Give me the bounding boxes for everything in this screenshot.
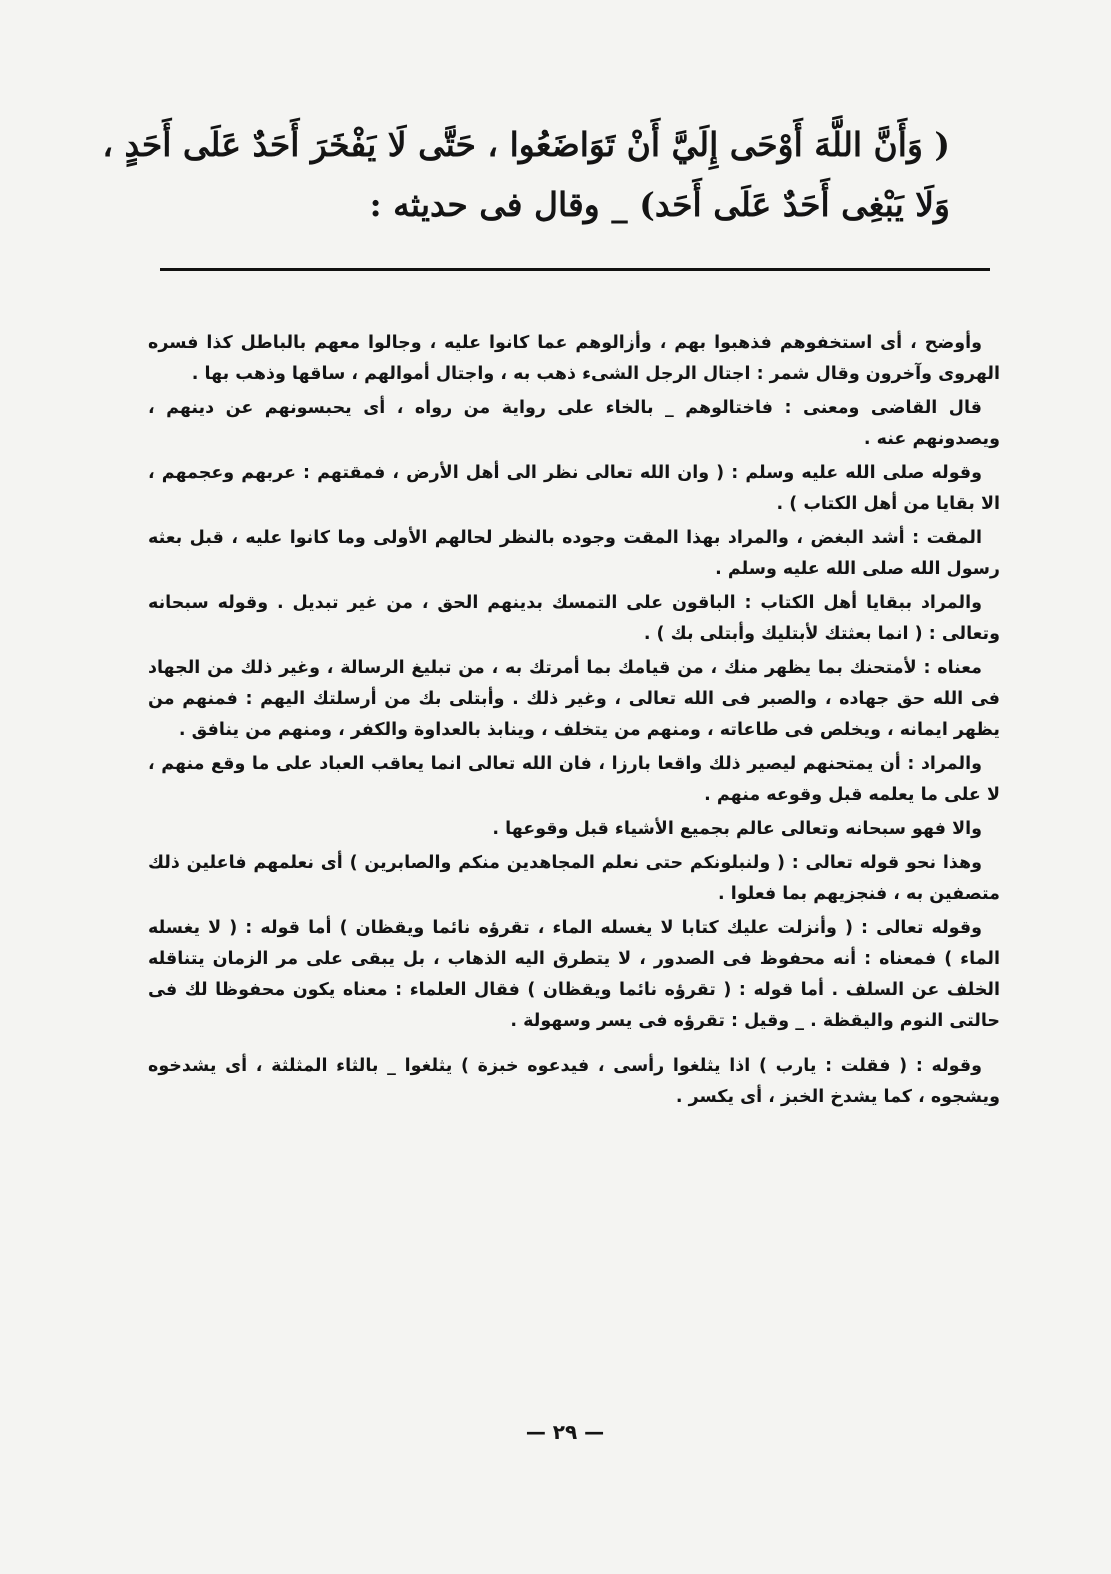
paragraph: وقوله : ( فقلت : يارب ) اذا يثلغوا رأسى ، فيدعوه خبزة ) يثلغوا _ بالثاء المثلثة ، أى يشدخوه ويشجوه ، كما يشدخ الخبز ، أى يكسر . <box>148 1056 1000 1107</box>
page-number: — ٢٩ — <box>525 1420 605 1444</box>
separator-rule <box>160 268 990 271</box>
header-line-2: وَلَا يَبْغِى أَحَدٌ عَلَى أَحَد) _ وقال فى حديثه : <box>369 185 950 224</box>
paragraph: وقوله صلى الله عليه وسلم : ( وان الله تعالى نظر الى أهل الأرض ، فمقتهم : عربهم وعجمهم ، الا بقايا من أهل الكتاب ) . <box>148 463 1000 514</box>
paragraph: معناه : لأمتحنك بما يظهر منك ، من قيامك بما أمرتك به ، من تبليغ الرسالة ، وغير ذلك من الجهاد فى الله حق جهاده ، والصبر فى الله تعالى ، وغير ذلك . وأبتلى بك من أرسلتك اليهم : فمنهم من يظهر ايمانه ، ويخلص فى طاعاته ، ومنهم من يتخلف ، وينابذ بالعداوة والكفر ، ومنهم من ينافق . <box>148 658 1000 740</box>
paragraph: وهذا نحو قوله تعالى : ( ولنبلونكم حتى نعلم المجاهدين منكم والصابرين ) أى نعلمهم فاعلين ذلك متصفين به ، فنجزيهم بما فعلوا . <box>148 853 1000 904</box>
paragraph: والمراد ببقايا أهل الكتاب : الباقون على التمسك بدينهم الحق ، من غير تبديل . وقوله سبحانه وتعالى : ( انما بعثتك لأبتليك وأبتلى بك ) . <box>148 593 1000 644</box>
paragraph: والا فهو سبحانه وتعالى عالم بجميع الأشياء قبل وقوعها . <box>492 819 982 839</box>
quoted-hadith-header <box>102 115 950 235</box>
commentary-body <box>148 328 1000 1116</box>
paragraph: قال القاضى ومعنى : فاختالوهم _ بالخاء على رواية من رواه ، أى يحبسونهم عن دينهم ، ويصدونهم عنه . <box>148 398 1000 449</box>
paragraph: وقوله تعالى : ( وأنزلت عليك كتابا لا يغسله الماء ، تقرؤه نائما ويقظان ) أما قوله : ( لا يغسله الماء ) فمعناه : أنه محفوظ فى الصدور ، لا يتطرق اليه الذهاب ، بل يبقى على مر الزمان يتناقله الخلف عن السلف . أما قوله : ( تقرؤه نائما ويقظان ) فقال العلماء : معناه يكون محفوظا لك فى حالتى النوم واليقظة . _ وقيل : تقرؤه فى يسر وسهولة . <box>148 918 1000 1031</box>
header-line-1: ( وَأَنَّ اللَّهَ أَوْحَى إِلَيَّ أَنْ تَوَاضَعُوا ، حَتَّى لَا يَفْخَرَ أَحَدٌ عَلَى أَحَدٍ ، <box>102 125 950 164</box>
paragraph: والمراد : أن يمتحنهم ليصير ذلك واقعا بارزا ، فان الله تعالى انما يعاقب العباد على ما وقع منهم ، لا على ما يعلمه قبل وقوعه منهم . <box>148 754 1000 805</box>
paragraph: وأوضح ، أى استخفوهم فذهبوا بهم ، وأزالوهم عما كانوا عليه ، وجالوا معهم بالباطل كذا فسره الهروى وآخرون وقال شمر : اجتال الرجل الشىء ذهب به ، واجتال أموالهم ، ساقها وذهب بها . <box>148 333 1000 384</box>
paragraph: المقت : أشد البغض ، والمراد بهذا المقت وجوده بالنظر لحالهم الأولى وما كانوا عليه ، قبل بعثه رسول الله صلى الله عليه وسلم . <box>148 528 1000 579</box>
